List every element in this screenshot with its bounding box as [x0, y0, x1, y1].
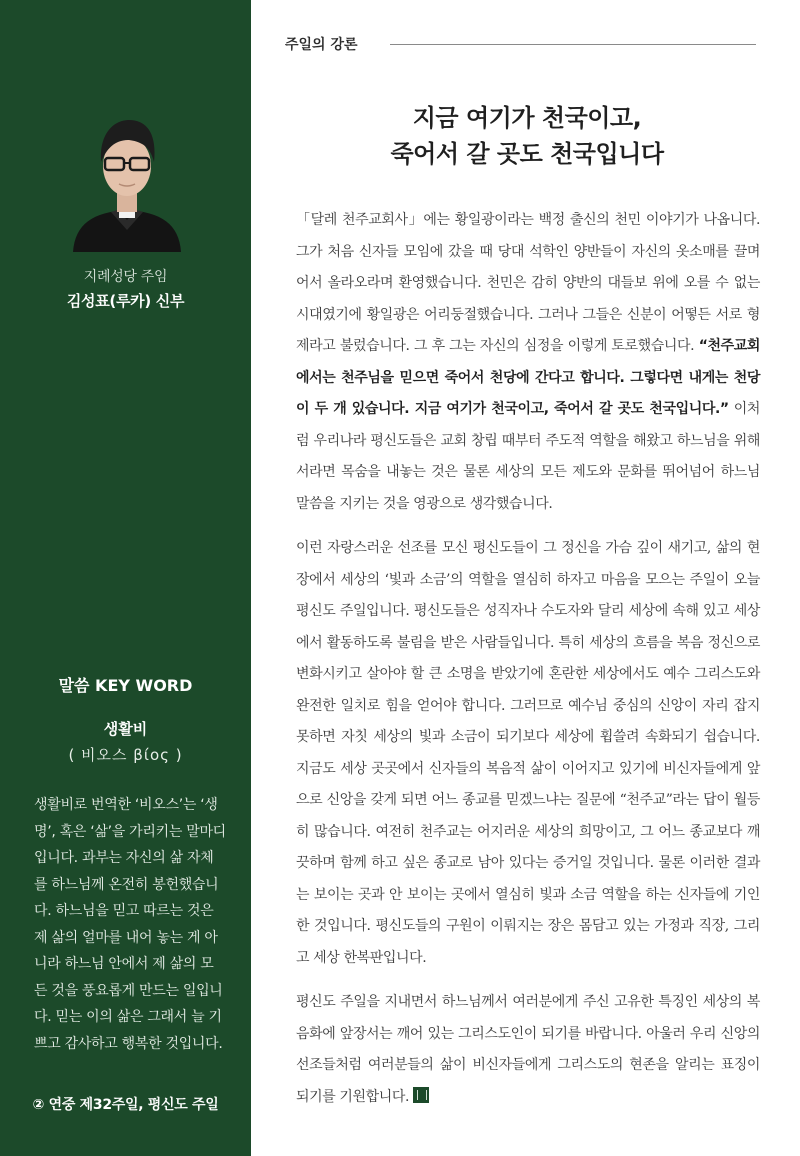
- liturgical-day: ② 연중 제32주일, 평신도 주일: [32, 1097, 219, 1113]
- keyword-line: 든 것을 풍요롭게 만드는 일입니: [34, 982, 223, 999]
- keyword-line: 입니다. 과부는 자신의 삶 자체: [34, 850, 214, 866]
- title-line-2: 죽어서 갈 곳도 천국입니다: [390, 140, 664, 168]
- keyword-line: 쁘고 감사하고 행복한 것입니다.: [34, 1035, 223, 1052]
- title-line-1: 지금 여기가 천국이고,: [412, 104, 642, 132]
- keyword-explanation: [34, 792, 226, 1057]
- section-divider: [390, 44, 756, 45]
- article-body: [296, 205, 760, 1126]
- priest-portrait: [71, 112, 183, 252]
- keyword-line: 제 삶의 얼마를 내어 놓는 게 아: [34, 929, 218, 946]
- article-title: [290, 100, 764, 172]
- sidebar: [0, 0, 251, 1156]
- paragraph-2: 이런 자랑스러운 선조를 모신 평신도들이 그 정신을 가슴 깊이 새기고, 삶의 현장에서 세상의 ‘빛과 소금’의 역할을 열심히 하자고 마음을 모으는 주일이 오늘 평신도 주일입니다. 평신도들은 성직자나 수도자와 달리 세상에 속해 있고 세상에서 활동하도록 불림을 받은 사람들입니다. 특히 세상의 흐름을 복음 정신으로 변화시키고 살아야 할 큰 소명을 받았기에 혼란한 세상에서도 예수 그리스도와 완전한 일치로 힘을 얻어야 합니다. 그러므로 예수님 중심의 신앙이 자리 잡지 못하면 자칫 세상의 빛과 소금이 되기보다 세상에 휩쓸려 속화되기 쉽습니다. 지금도 세상 곳곳에서 신자들의 복음적 삶이 이어지고 있기에 비신자들에게 앞으로 신앙을 갖게 되면 어느 종교를 믿겠느냐는 질문에 “천주교”라는 답이 월등히 많습니다. 여전히 천주교는 어지러운 세상의 희망이고, 그 어느 종교보다 깨끗하며 함께 하고 싶은 종교로 남아 있다는 증거일 것입니다. 물론 이러한 결과는 보이는 곳과 안 보이는 곳에서 열심히 빛과 소금 역할을 하는 신자들에 기인한 것입니다. 평신도들의 구원이 이뤄지는 장은 몸담고 있는 가정과 직장, 그리고 세상 한복판입니다.: [296, 540, 760, 966]
- section-label: 주일의 강론: [285, 37, 358, 53]
- keyword-line: 를 하느님께 온전히 봉헌했습니: [34, 876, 219, 893]
- paragraph-3: [296, 987, 760, 1113]
- end-mark-icon: [413, 1087, 429, 1103]
- paragraph-1-intro: 「달레 천주교회사」에는 황일광이라는 백정 출신의 천민 이야기가 나옵니다. 그가 처음 신자들 모임에 갔을 때 당대 석학인 양반들이 자신의 옷소매를 끌며 어서 올라오라며 환영했습니다. 천민은 감히 양반의 대들보 위에 오를 수 없는 시대였기에 황일광은 어리둥절했습니다. 그러나 그들은 신분이 어떻든 서로 형제라고 불렀습니다. 그 후 그는 자신의 심정을 이렇게 토로했습니다.: [296, 212, 760, 354]
- paragraph-1-rest: 이처럼 우리나라 평신도들은 교회 창립 때부터 주도적 역할을 해왔고 하느님을 위해서라면 목숨을 내놓는 것은 물론 세상의 모든 제도와 문화를 뛰어넘어 하느님 말씀을 지키는 것을 영광으로 생각했습니다.: [296, 401, 760, 512]
- paragraph-3-text: 평신도 주일을 지내면서 하느님께서 여러분에게 주신 고유한 특징인 세상의 복음화에 앞장서는 깨어 있는 그리스도인이 되기를 바랍니다. 아울러 우리 신앙의 선조들처럼 여러분들의 삶이 비신자들에게 그리스도의 현존을 알리는 표징이 되기를 기원합니다.: [296, 994, 760, 1105]
- keyword-line: 다. 믿는 이의 삶은 그래서 늘 기: [34, 1009, 222, 1025]
- highlighted-quote: “천주교회에서는 천주님을 믿으면 죽어서 천당에 간다고 합니다. 그렇다면 내게는 천당이 두 개 있습니다. 지금 여기가 천국이고, 죽어서 갈 곳도 천국입니다.”: [296, 338, 760, 417]
- keyword-line: 다. 하느님을 믿고 따르는 것은: [34, 903, 214, 919]
- keyword-line: 니라 하느님 안에서 제 삶의 모: [34, 956, 214, 972]
- keyword-original: ( 비오스 βίος ): [68, 746, 183, 764]
- parish-name: 지례성당 주임: [83, 269, 168, 285]
- paragraph-1: [296, 205, 760, 520]
- priest-name: 김성표(루카) 신부: [66, 292, 185, 310]
- keyword-line: 명’, 혹은 ‘삶’을 가리키는 말마디: [34, 823, 226, 840]
- keyword-line: 생활비로 번역한 ‘비오스’는 ‘생: [34, 797, 218, 813]
- keyword-heading: 말씀 KEY WORD: [58, 676, 193, 695]
- keyword-word: 생활비: [103, 720, 148, 738]
